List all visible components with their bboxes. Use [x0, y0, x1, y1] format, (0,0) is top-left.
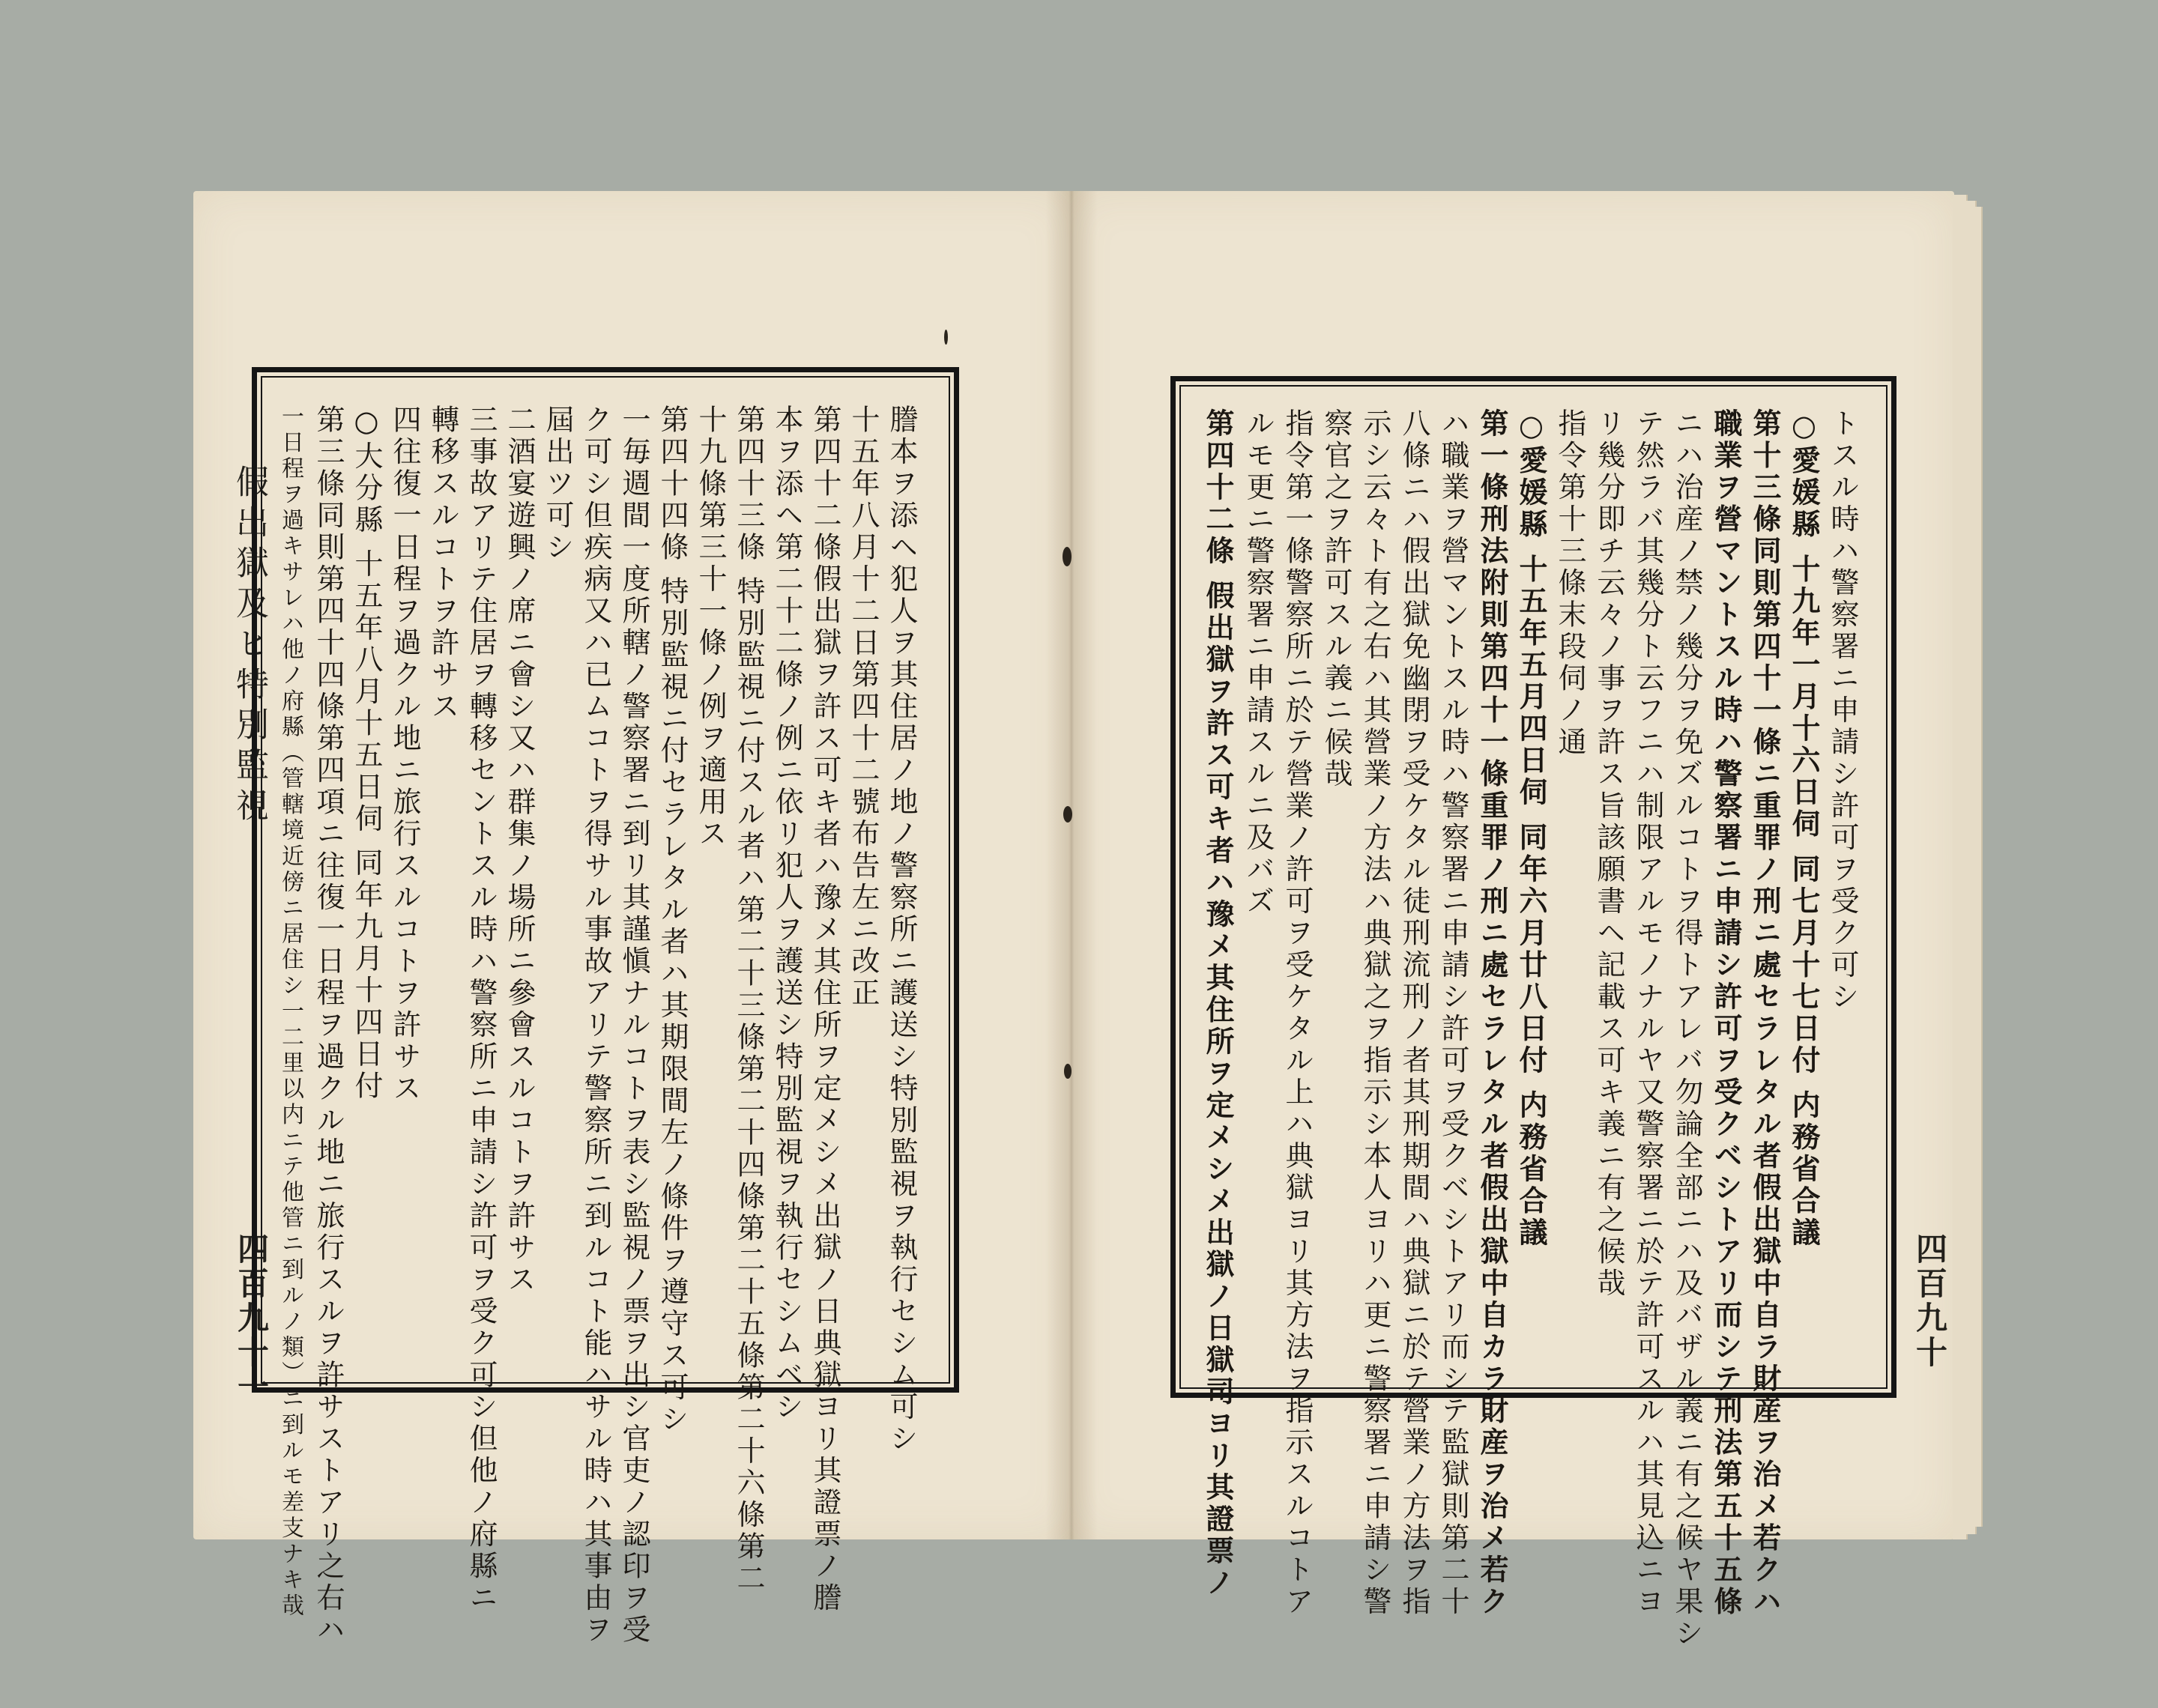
text-column: 第三條同則第四十四條第四項ニ往復一日程ヲ過クル地ニ旅行スルヲ許サストアリ之右ハ [312, 405, 345, 1647]
text-column: 謄本ヲ添ヘ犯人ヲ其住居ノ地ノ警察所ニ護送シ特別監視ヲ執行セシム可シ [885, 405, 918, 1456]
text-column: ニハ治産ノ禁ノ幾分ヲ免ズルコトヲ得トアレバ勿論全部ニハ及バザル義ニ有之候ヤ果シ [1670, 408, 1703, 1650]
text-column: ルモ更ニ警察署ニ申請スルニ及バズ [1242, 408, 1275, 918]
text-column: 十五年八月十二日第四十二號布告左ニ改正 [847, 405, 880, 1010]
text-column: ク可シ但疾病又ハ已ムコトヲ得サル事故アリテ警察所ニ到ルコト能ハサル時ハ其事由ヲ [579, 405, 612, 1647]
book-gutter [1045, 191, 1098, 1539]
text-column: リ幾分即チ云々ノ事ヲ許ス旨該願書ヘ記載ス可キ義ニ有之候哉 [1592, 408, 1625, 1300]
text-column: 第十三條同則第四十一條ニ重罪ノ刑ニ處セラレタル者假出獄中自ラ財産ヲ治メ若クハ [1748, 408, 1782, 1618]
text-column: トスル時ハ警察署ニ申請シ許可ヲ受ク可シ [1826, 408, 1859, 1014]
text-column: ○愛媛縣 十五年五月四日伺 同年六月廿八日付 内務省合議 [1514, 408, 1548, 1250]
text-column: 四往復一日程ヲ過クル地ニ旅行スルコトヲ許サス [388, 405, 421, 1105]
text-column: 第四十四條 特別監視ニ付セラレタル者ハ其期限間左ノ條件ヲ遵守ス可シ [656, 405, 689, 1436]
text-column: 三事故アリテ住居ヲ轉移セントスル時ハ警察所ニ申請シ許可ヲ受ク可シ但他ノ府縣ニ [465, 405, 498, 1614]
text-column: 屆出ツ可シ [541, 405, 574, 564]
text-column: 職業ヲ營マントスル時ハ警察署ニ申請シ許可ヲ受クベシトアリ而シテ刑法第五十五條 [1709, 408, 1743, 1618]
text-column: ハ職業ヲ營マントスル時ハ警察署ニ申請シ許可ヲ受クベシトアリ而シテ監獄則第二十 [1436, 408, 1469, 1618]
page-number: 四百九十 [1911, 1232, 1948, 1370]
text-column: 一毎週間一度所轄ノ警察署ニ到リ其謹愼ナルコトヲ表シ監視ノ票ヲ出シ官吏ノ認印ヲ受 [617, 405, 650, 1647]
text-column: ○大分縣 十五年八月十五日伺 同年九月十四日付 [350, 405, 383, 1103]
running-title: 假出獄及ヒ特別監視 [230, 464, 268, 829]
text-column: 八條ニハ假出獄免幽閉ヲ受ケタル徒刑流刑ノ者其刑期間ハ典獄ニ於テ營業ノ方法ヲ指 [1397, 408, 1430, 1618]
text-column: 指令第十三條末段伺ノ通 [1553, 408, 1586, 759]
binding-hole [944, 330, 948, 345]
text-column: 本ヲ添ヘ第二十二條ノ例ニ依リ犯人ヲ護送シ特別監視ヲ執行セシムベシ [770, 405, 803, 1423]
binding-hole [1064, 1064, 1072, 1079]
text-column: 一日程ヲ過キサレハ他ノ府縣（管轄境近傍ニ居住シ一二里以内ニテ他管ニ到ルノ類）ニ到ルモ差支ナキ哉 [277, 405, 303, 1620]
text-column: 轉移スルコトヲ許サス [426, 405, 459, 723]
binding-hole [1063, 547, 1072, 566]
text-column: 第四十二條 假出獄ヲ許ス可キ者ハ豫メ其住所ヲ定メシメ出獄ノ日獄司ヨリ其證票ノ [1201, 408, 1235, 1600]
page-number: 四百九十一 [233, 1232, 270, 1405]
text-column: 示シ云々ト有之右ハ其營業ノ方法ハ典獄之ヲ指示シ本人ヨリハ更ニ警察署ニ申請シ警 [1358, 408, 1391, 1618]
text-column: 指令第一條警察所ニ於テ營業ノ許可ヲ受ケタル上ハ典獄ヨリ其方法ヲ指示スルコトア [1281, 408, 1314, 1618]
text-column: 第四十三條 特別監視ニ付スル者ハ第二十三條第二十四條第二十五條第二十六條第二 [732, 405, 765, 1596]
text-column: テ然ラバ其幾分ト云フニハ制限アルモノナルヤ又警察署ニ於テ許可スルハ其見込ニヨ [1631, 408, 1664, 1618]
text-column: 十九條第三十一條ノ例ヲ適用ス [694, 405, 727, 850]
text-column: 二酒宴遊興ノ席ニ會シ又ハ群集ノ場所ニ參會スルコトヲ許サス [503, 405, 536, 1296]
text-column: 第一條刑法附則第四十一條重罪ノ刑ニ處セラレタル者假出獄中自カラ財産ヲ治メ若ク [1475, 408, 1509, 1618]
text-column: ○愛媛縣 十九年一月十六日伺 同七月十七日付 内務省合議 [1787, 408, 1821, 1250]
text-column: 第四十二條假出獄ヲ許ス可キ者ハ豫メ其住所ヲ定メシメ出獄ノ日典獄ヨリ其證票ノ謄 [809, 405, 841, 1614]
binding-hole [1063, 806, 1072, 823]
text-column: 察官之ヲ許可スル義ニ候哉 [1320, 408, 1352, 790]
page-edge [1974, 207, 1983, 1527]
